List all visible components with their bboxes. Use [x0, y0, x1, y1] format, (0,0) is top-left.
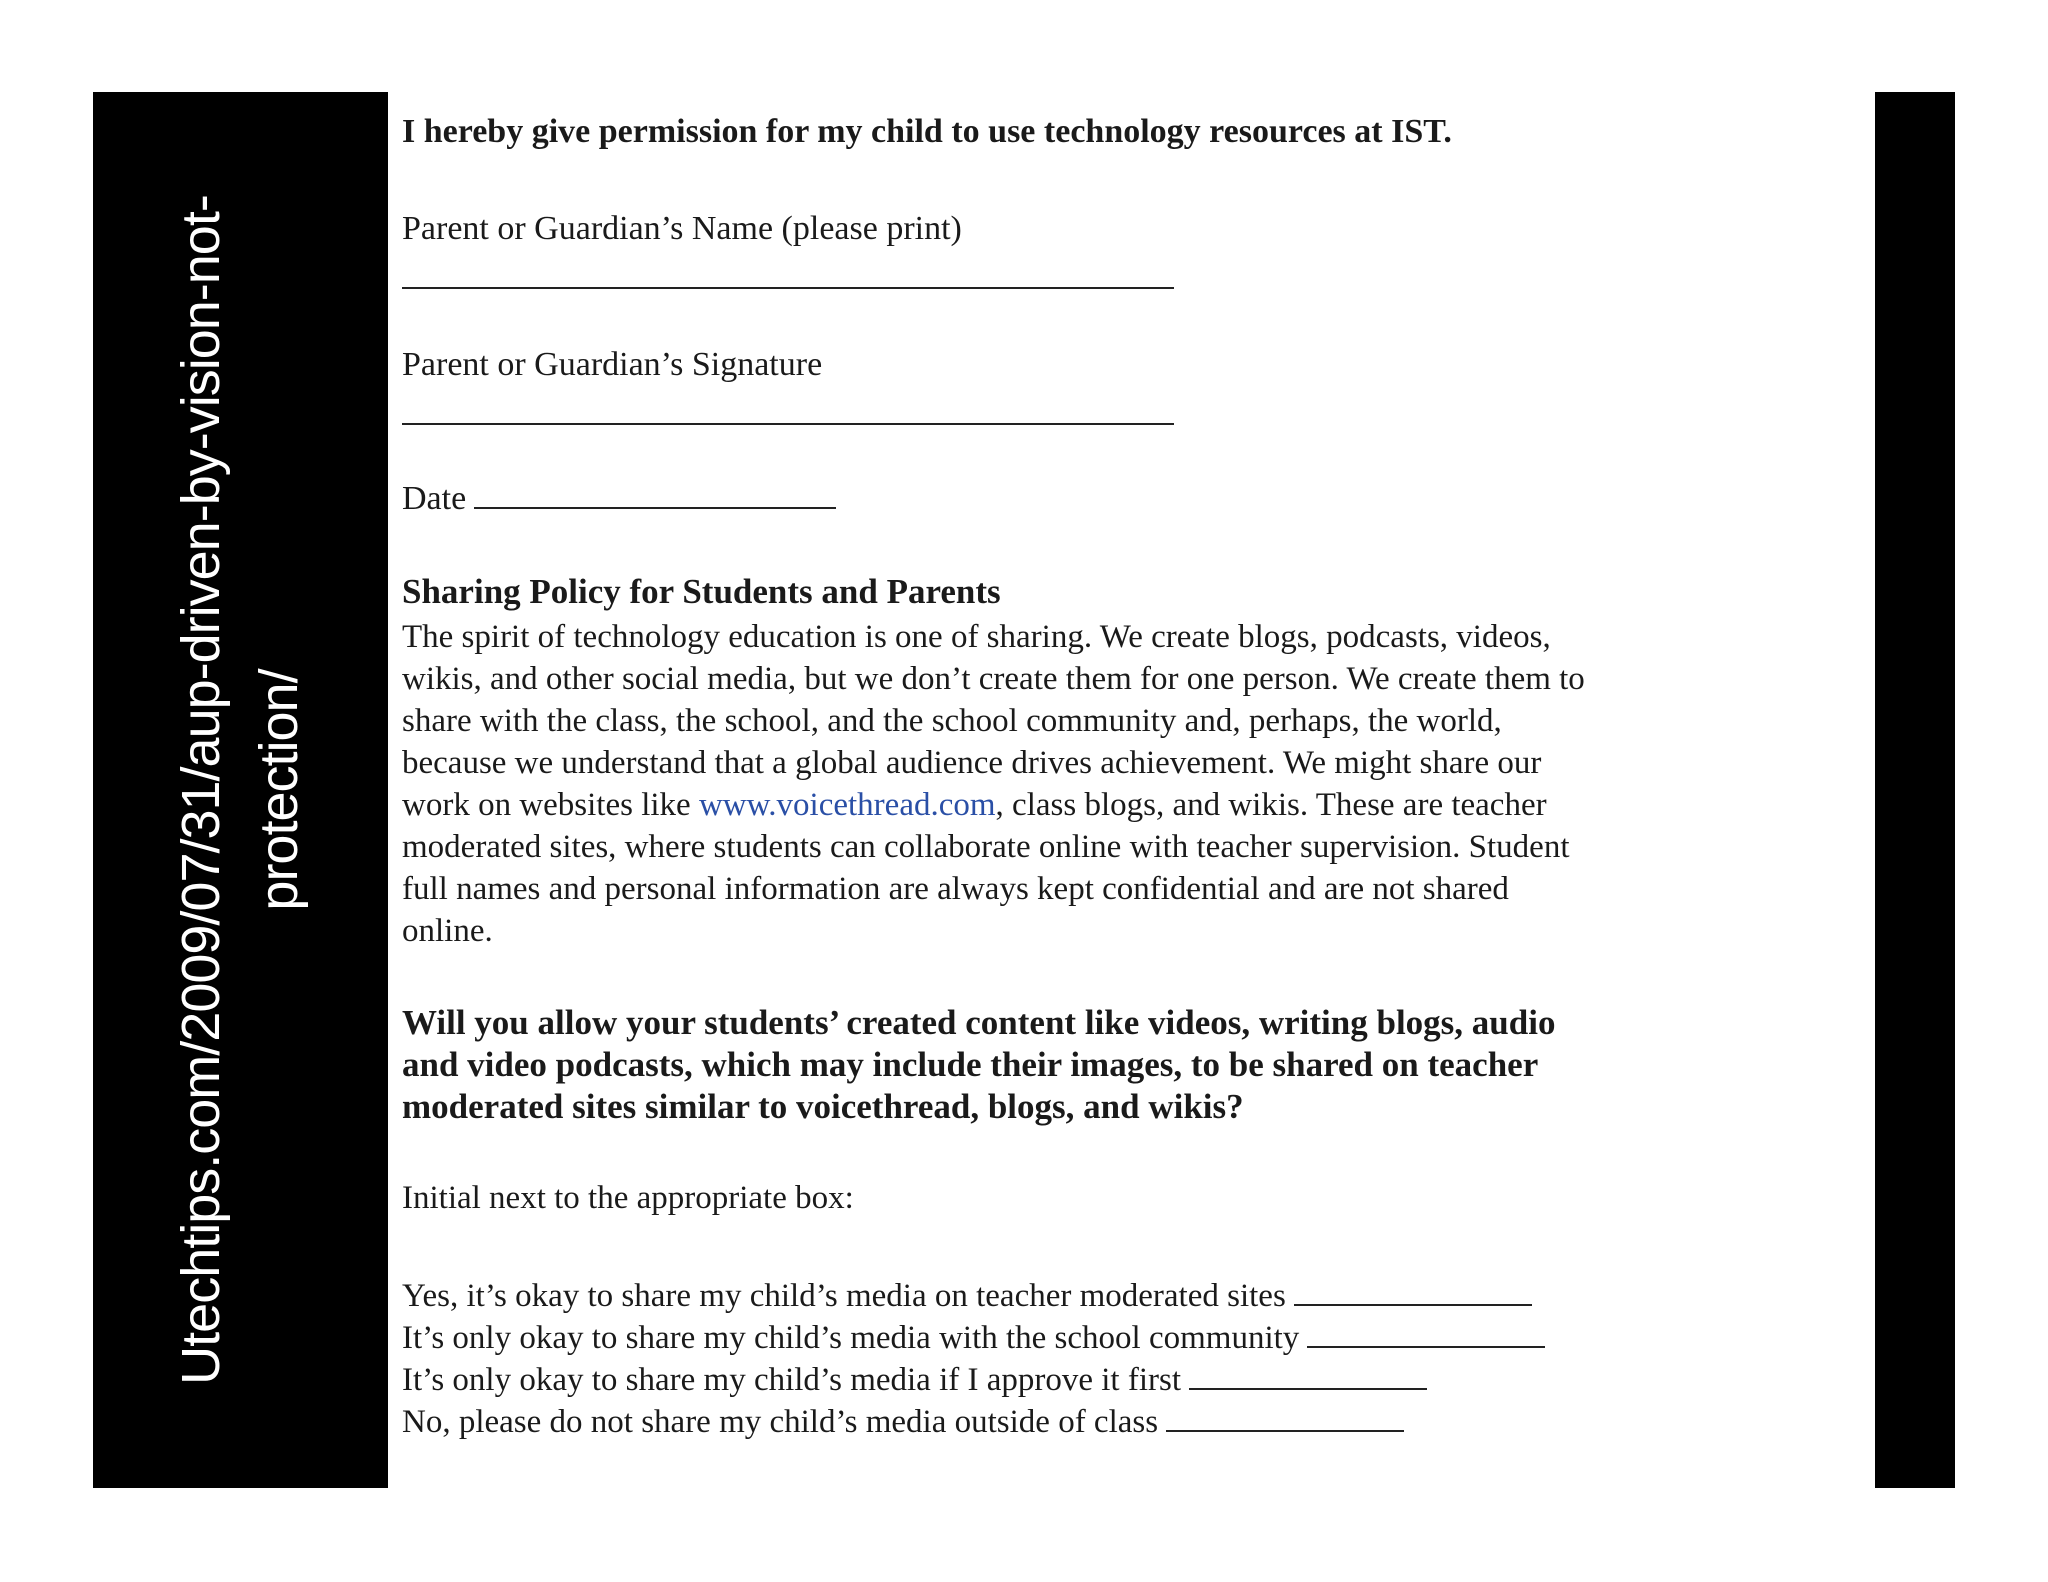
date-line[interactable]	[474, 506, 836, 509]
initial-line[interactable]	[1166, 1429, 1404, 1432]
guardian-name-line[interactable]	[402, 287, 1174, 289]
voicethread-link[interactable]: www.voicethread.com	[698, 787, 996, 823]
option-label: It’s only okay to share my child’s media with the school community	[402, 1320, 1300, 1356]
policy-line-suffix: , class blogs, and wikis. These are teacher	[995, 787, 1547, 823]
sharing-consent-question	[402, 1002, 1862, 1128]
option-label: No, please do not share my child’s media outside of class	[402, 1404, 1159, 1440]
initial-line[interactable]	[1294, 1303, 1532, 1306]
question-line: and video podcasts, which may include their images, to be shared on teacher	[402, 1045, 1539, 1084]
policy-line: full names and personal information are always kept confidential and are not shared	[402, 871, 1509, 907]
guardian-name-label: Parent or Guardian’s Name (please print)	[402, 210, 962, 247]
question-line: Will you allow your students’ created content like videos, writing blogs, audio	[402, 1003, 1556, 1042]
question-line: moderated sites similar to voicethread, blogs, and wikis?	[402, 1087, 1244, 1126]
date-label: Date	[402, 480, 467, 517]
sharing-policy-paragraph	[402, 616, 1852, 952]
initial-line[interactable]	[1189, 1387, 1427, 1390]
source-url-caption	[162, 140, 318, 1440]
policy-line: wikis, and other social media, but we don’t create them for one person. We create them to	[402, 661, 1585, 697]
option-row	[402, 1275, 1545, 1317]
option-label: Yes, it’s okay to share my child’s media on teacher moderated sites	[402, 1278, 1286, 1314]
policy-line: because we understand that a global audience drives achievement. We might share our	[402, 745, 1542, 781]
option-label: It’s only okay to share my child’s media if I approve it first	[402, 1362, 1181, 1398]
consent-options-list	[402, 1275, 1545, 1443]
initial-instructions: Initial next to the appropriate box:	[402, 1180, 854, 1216]
permission-heading: I hereby give permission for my child to use technology resources at IST.	[402, 113, 1452, 150]
option-row	[402, 1401, 1545, 1443]
policy-line: The spirit of technology education is one of sharing. We create blogs, podcasts, videos,	[402, 619, 1551, 655]
right-black-bar	[1875, 92, 1955, 1488]
initial-line[interactable]	[1307, 1345, 1545, 1348]
policy-line-prefix: work on websites like	[402, 787, 699, 823]
guardian-signature-line[interactable]	[402, 423, 1174, 425]
policy-line: moderated sites, where students can collaborate online with teacher supervision. Student	[402, 829, 1570, 865]
policy-line: online.	[402, 913, 493, 949]
option-row	[402, 1359, 1545, 1401]
sharing-policy-title: Sharing Policy for Students and Parents	[402, 572, 1001, 611]
option-row	[402, 1317, 1545, 1359]
guardian-signature-label: Parent or Guardian’s Signature	[402, 346, 823, 383]
caption-line-1: Utechtips.com/2009/07/31/aup-driven-by-vision-not-	[171, 195, 231, 1385]
policy-line	[402, 784, 1852, 826]
caption-line-2: protection/	[249, 669, 309, 911]
date-row	[402, 480, 836, 518]
policy-line: share with the class, the school, and the school community and, perhaps, the world,	[402, 703, 1502, 739]
